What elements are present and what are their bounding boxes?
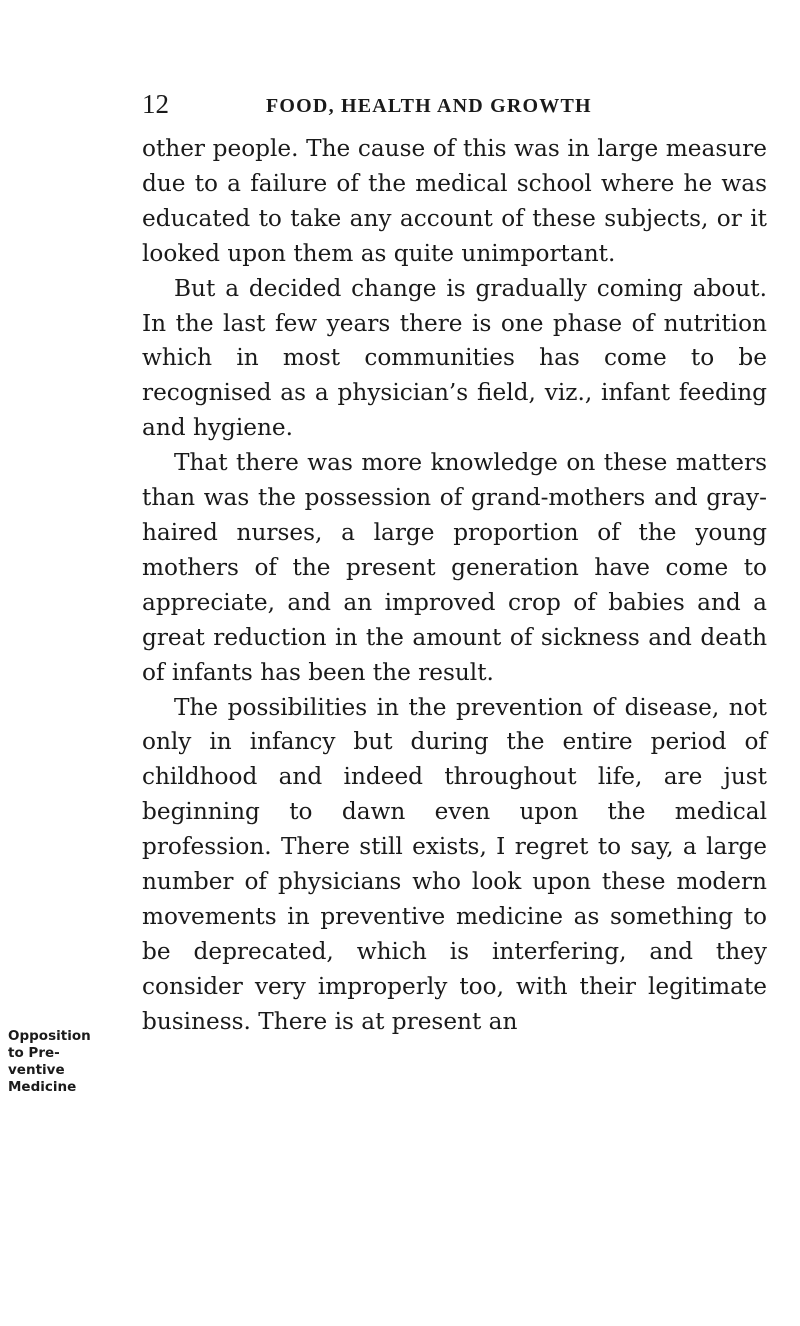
paragraph: But a decided change is gradually coming about. In the last few years there is one phase of nutrition which in most communities has come to be recognised as a physician’s field, viz., infant feeding and hygiene.	[142, 274, 767, 442]
sidenote-line: ventive	[8, 1062, 65, 1078]
sidenote-line: Opposition	[8, 1028, 91, 1044]
sidenote-line: to Pre-	[8, 1045, 60, 1061]
running-title: FOOD, HEALTH AND GROWTH	[266, 95, 592, 117]
paragraph: That there was more knowledge on these matters than was the possession of grand-mothers and gray-haired nurses, a large proportion of the young mothers of the present generation have come to appreciate, and an improved crop of babies and a great reduction in the amount of sickness and death of infants has been the result.	[142, 449, 767, 686]
margin-sidenote	[8, 1028, 128, 1096]
running-head	[142, 86, 754, 122]
page-number: 12	[142, 89, 169, 119]
paragraph: The possibilities in the prevention of disease, not only in infancy but during the entire period of childhood and indeed throughout life, are just beginning to dawn even upon the medical profession. There still exists, I regret to say, a large number of physicians who look upon these modern movements in preventive medicine as something to be deprecated, which is interfering, and they consider very improperly too, with their legitimate business. There is at present an	[142, 693, 767, 1035]
body-text	[142, 132, 767, 1040]
sidenote-line: Medicine	[8, 1079, 77, 1095]
paragraph: other people. The cause of this was in large measure due to a failure of the medical school where he was educated to take any account of these subjects, or it looked upon them as quite unimportant.	[142, 135, 767, 267]
